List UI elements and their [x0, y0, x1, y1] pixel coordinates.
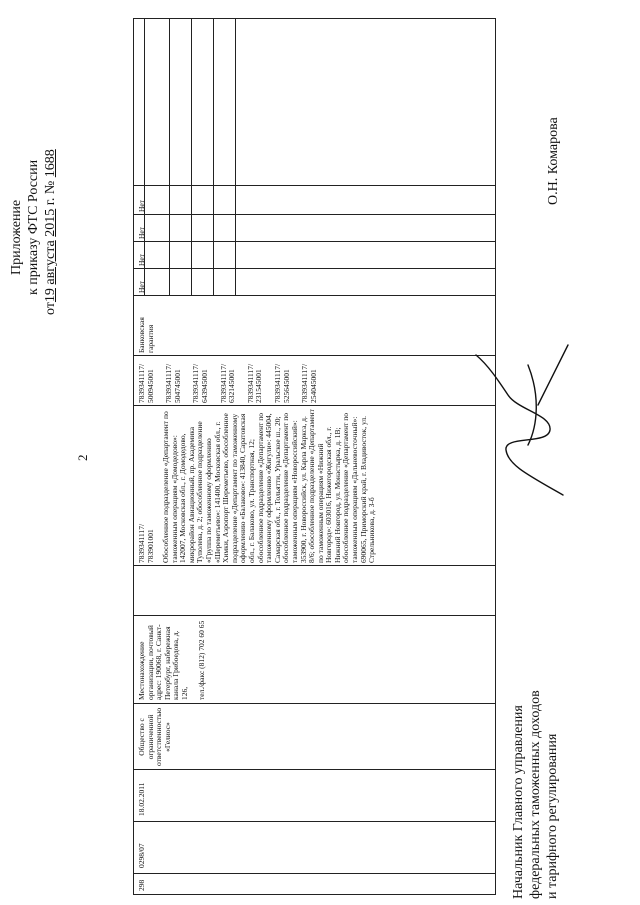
appendix-title: Приложение — [9, 199, 24, 275]
guarantee-type: Банковская гарантия — [137, 317, 155, 353]
org-phone: тел./факс (812) 702 60 65 — [196, 620, 206, 700]
registry-table — [133, 18, 496, 895]
order-year: 2015 — [43, 208, 58, 237]
signatory-name: О.Н. Комарова — [546, 117, 561, 205]
flag-1: Нет — [137, 280, 146, 293]
row-index: 298 — [137, 879, 146, 891]
page-number: 2 — [75, 454, 90, 461]
flag-4: Нет — [137, 199, 146, 212]
signature-icon — [468, 335, 588, 505]
appendix-order: к приказу ФТС России — [26, 159, 41, 295]
row-code: 0298/07 — [137, 843, 146, 868]
signatory-title: Начальник Главного управления федеральных таможенных доходов и тарифного регулирования — [511, 690, 560, 899]
org-location: Местонахождение организации, почтовый адрес: 190068, г. Санкт-Петербург, набережная канала Грибоедова, д. 126, тел./факс (812) 702 60 65 — [137, 620, 206, 700]
order-number: 1688 — [43, 149, 58, 178]
departments-list: Обособленное подразделение «Департамент по таможенным операциям «Домодедово»: 142007, Московская обл., г. Домодедово, микрорайон Авиационный, пр. Академика Туполева, д. 2; обособленное подразделение «Группа по таможенному оформлению «Шереметьево»: 141400, Московская обл., г. Химки, Аэропорт Шереметьево, обособленное подразделение «Департамент по таможенному оформлению «Балаково»: 413840, Саратовская обл., г. Балаково, ул. Транспортная, 12; обособленное подразделение «Департамент по таможенному оформлению «Жигули»: 445004, Самарская обл., г. Тольятти, Уральское ш., 20; обособленное подразделение «Департамент по таможенным операциям «Новороссийский»: 353900, г. Новороссийск, ул. Карла Маркса, д. 8/6; обособленное подразделение «Департамент по таможенным операциям «Нижний Новгород»: 603016, Нижегородская обл., г. Нижний Новгород, ул. Монастырка, д. 1В; обособленное подразделение «Департамент по таможенным операциям «Дальневосточный»: 690065, Приморский край, г. Владивосток, ул. Стрельникова, д. 3-б — [161, 409, 377, 563]
appendix-header — [8, 15, 59, 315]
order-month: августа — [43, 240, 58, 285]
dept-codes: 7839341117/ 500945001 7839341117/ 504745001 7839341117/ 643945001 7839341117/ 632145001 7839341117/ 231545001 7839341117/ 525645001 7839341117/ 254045001 — [137, 363, 318, 403]
org-inn-kpp: 7839341117/ 783901001 — [137, 523, 155, 563]
org-name: Общество с ограниченной ответственностью «Гелиос» — [137, 707, 172, 766]
row-date: 18.02.2011 — [137, 782, 146, 816]
order-day: 19 — [43, 288, 58, 303]
flag-2: Нет — [137, 253, 146, 266]
appendix-date-line: от19 августа 2015 г. № 1688 — [43, 149, 58, 315]
flag-3: Нет — [137, 226, 146, 239]
